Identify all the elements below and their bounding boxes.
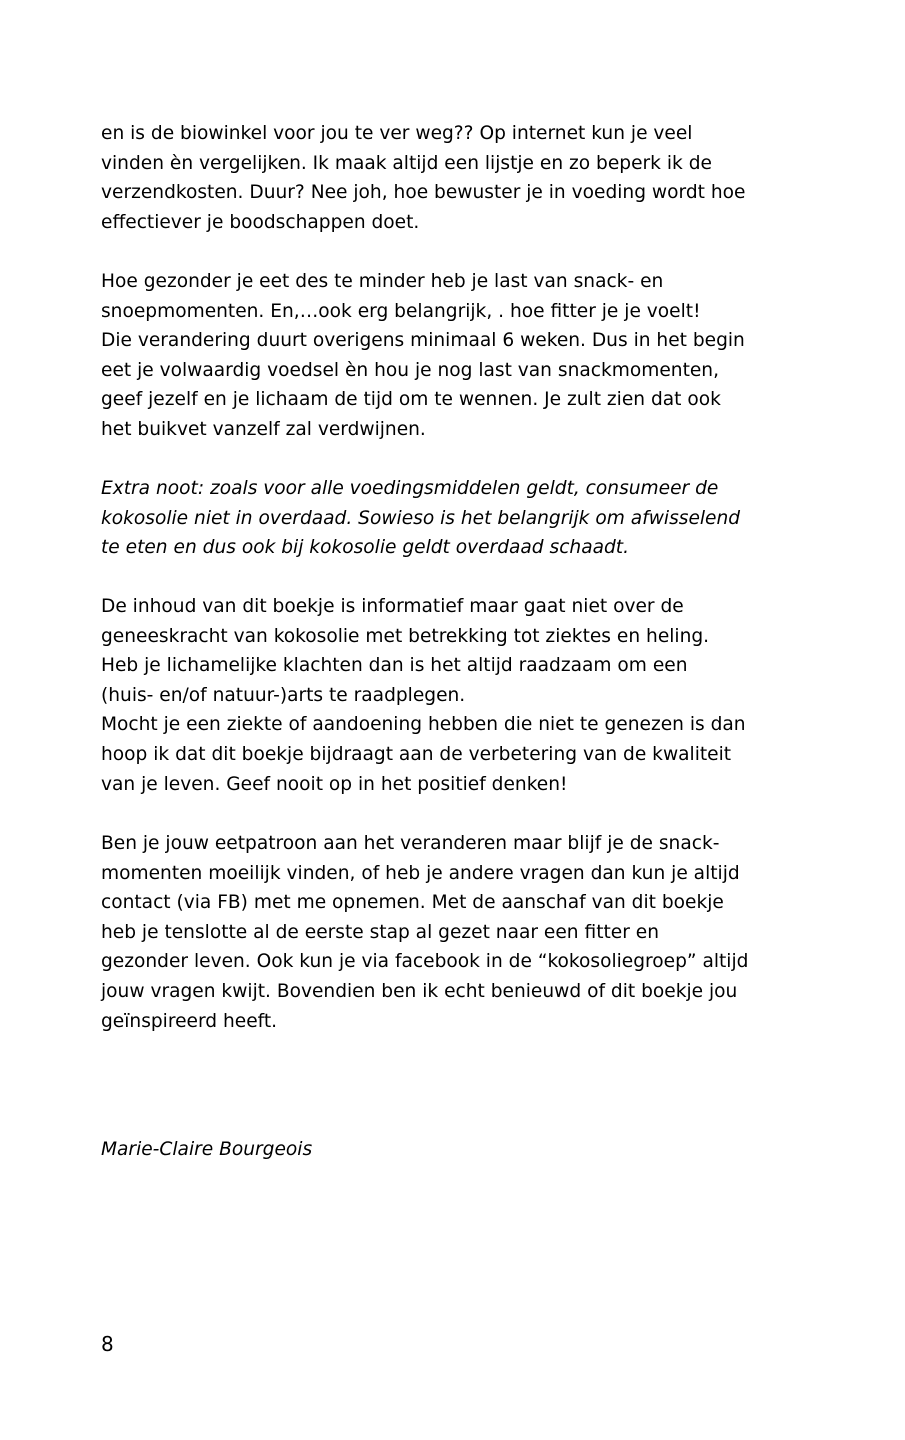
text-line: geneeskracht van kokosolie met betrekking tot ziektes en heling. <box>101 625 710 647</box>
paragraph-gezonder-eten <box>101 267 801 445</box>
text-line: snoepmomenten. En,…ook erg belangrijk, . hoe fitter je je voelt! <box>101 300 701 322</box>
text-line: het buikvet vanzelf zal verdwijnen. <box>101 418 426 440</box>
text-line: kokosolie niet in overdaad. Sowieso is het belangrijk om afwisselend <box>101 507 741 529</box>
text-line: (huis- en/of natuur-)arts te raadplegen. <box>101 684 466 706</box>
text-line: jouw vragen kwijt. Bovendien ben ik echt benieuwd of dit boekje jou <box>101 980 738 1002</box>
text-line: Mocht je een ziekte of aandoening hebben die niet te genezen is dan <box>101 714 746 736</box>
text-line: gezonder leven. Ook kun je via facebook in de “kokosoliegroep” altijd <box>101 951 749 973</box>
text-line: eet je volwaardig voedsel èn hou je nog last van snackmomenten, <box>101 359 719 381</box>
text-line: Hoe gezonder je eet des te minder heb je last van snack- en <box>101 271 664 292</box>
text-line: verzendkosten. Duur? Nee joh, hoe bewuster je in voeding wordt hoe <box>101 182 746 204</box>
text-line: vinden èn vergelijken. Ik maak altijd een lijstje en zo beperk ik de <box>101 152 712 174</box>
text-line: De inhoud van dit boekje is informatief maar gaat niet over de <box>101 596 684 617</box>
paragraph-contact <box>101 829 801 1036</box>
text-line: van je leven. Geef nooit op in het positief denken! <box>101 773 568 795</box>
text-line: contact (via FB) met me opnemen. Met de aanschaf van dit boekje <box>101 892 724 914</box>
text-line: effectiever je boodschappen doet. <box>101 211 420 233</box>
page-number: 8 <box>101 1332 114 1356</box>
paragraph-disclaimer <box>101 592 801 799</box>
text-line: Extra noot: zoals voor alle voedingsmiddelen geldt, consumeer de <box>101 478 719 499</box>
text-line: geïnspireerd heeft. <box>101 1010 278 1032</box>
paragraph-extra-noot <box>101 474 801 563</box>
author-signature: Marie-Claire Bourgeois <box>101 1139 313 1160</box>
text-line: heb je tenslotte al de eerste stap al gezet naar een fitter en <box>101 921 660 943</box>
text-line: Die verandering duurt overigens minimaal 6 weken. Dus in het begin <box>101 330 745 352</box>
paragraph-biowinkel <box>101 119 801 237</box>
text-line: Ben je jouw eetpatroon aan het veranderen maar blijf je de snack- <box>101 833 720 854</box>
text-line: te eten en dus ook bij kokosolie geldt overdaad schaadt. <box>101 537 629 559</box>
text-line: Heb je lichamelijke klachten dan is het altijd raadzaam om een <box>101 655 688 677</box>
text-line: momenten moeilijk vinden, of heb je andere vragen dan kun je altijd <box>101 862 740 884</box>
text-line: en is de biowinkel voor jou te ver weg?? Op internet kun je veel <box>101 123 693 144</box>
text-line: geef jezelf en je lichaam de tijd om te wennen. Je zult zien dat ook <box>101 389 721 411</box>
text-line: hoop ik dat dit boekje bijdraagt aan de verbetering van de kwaliteit <box>101 743 732 765</box>
